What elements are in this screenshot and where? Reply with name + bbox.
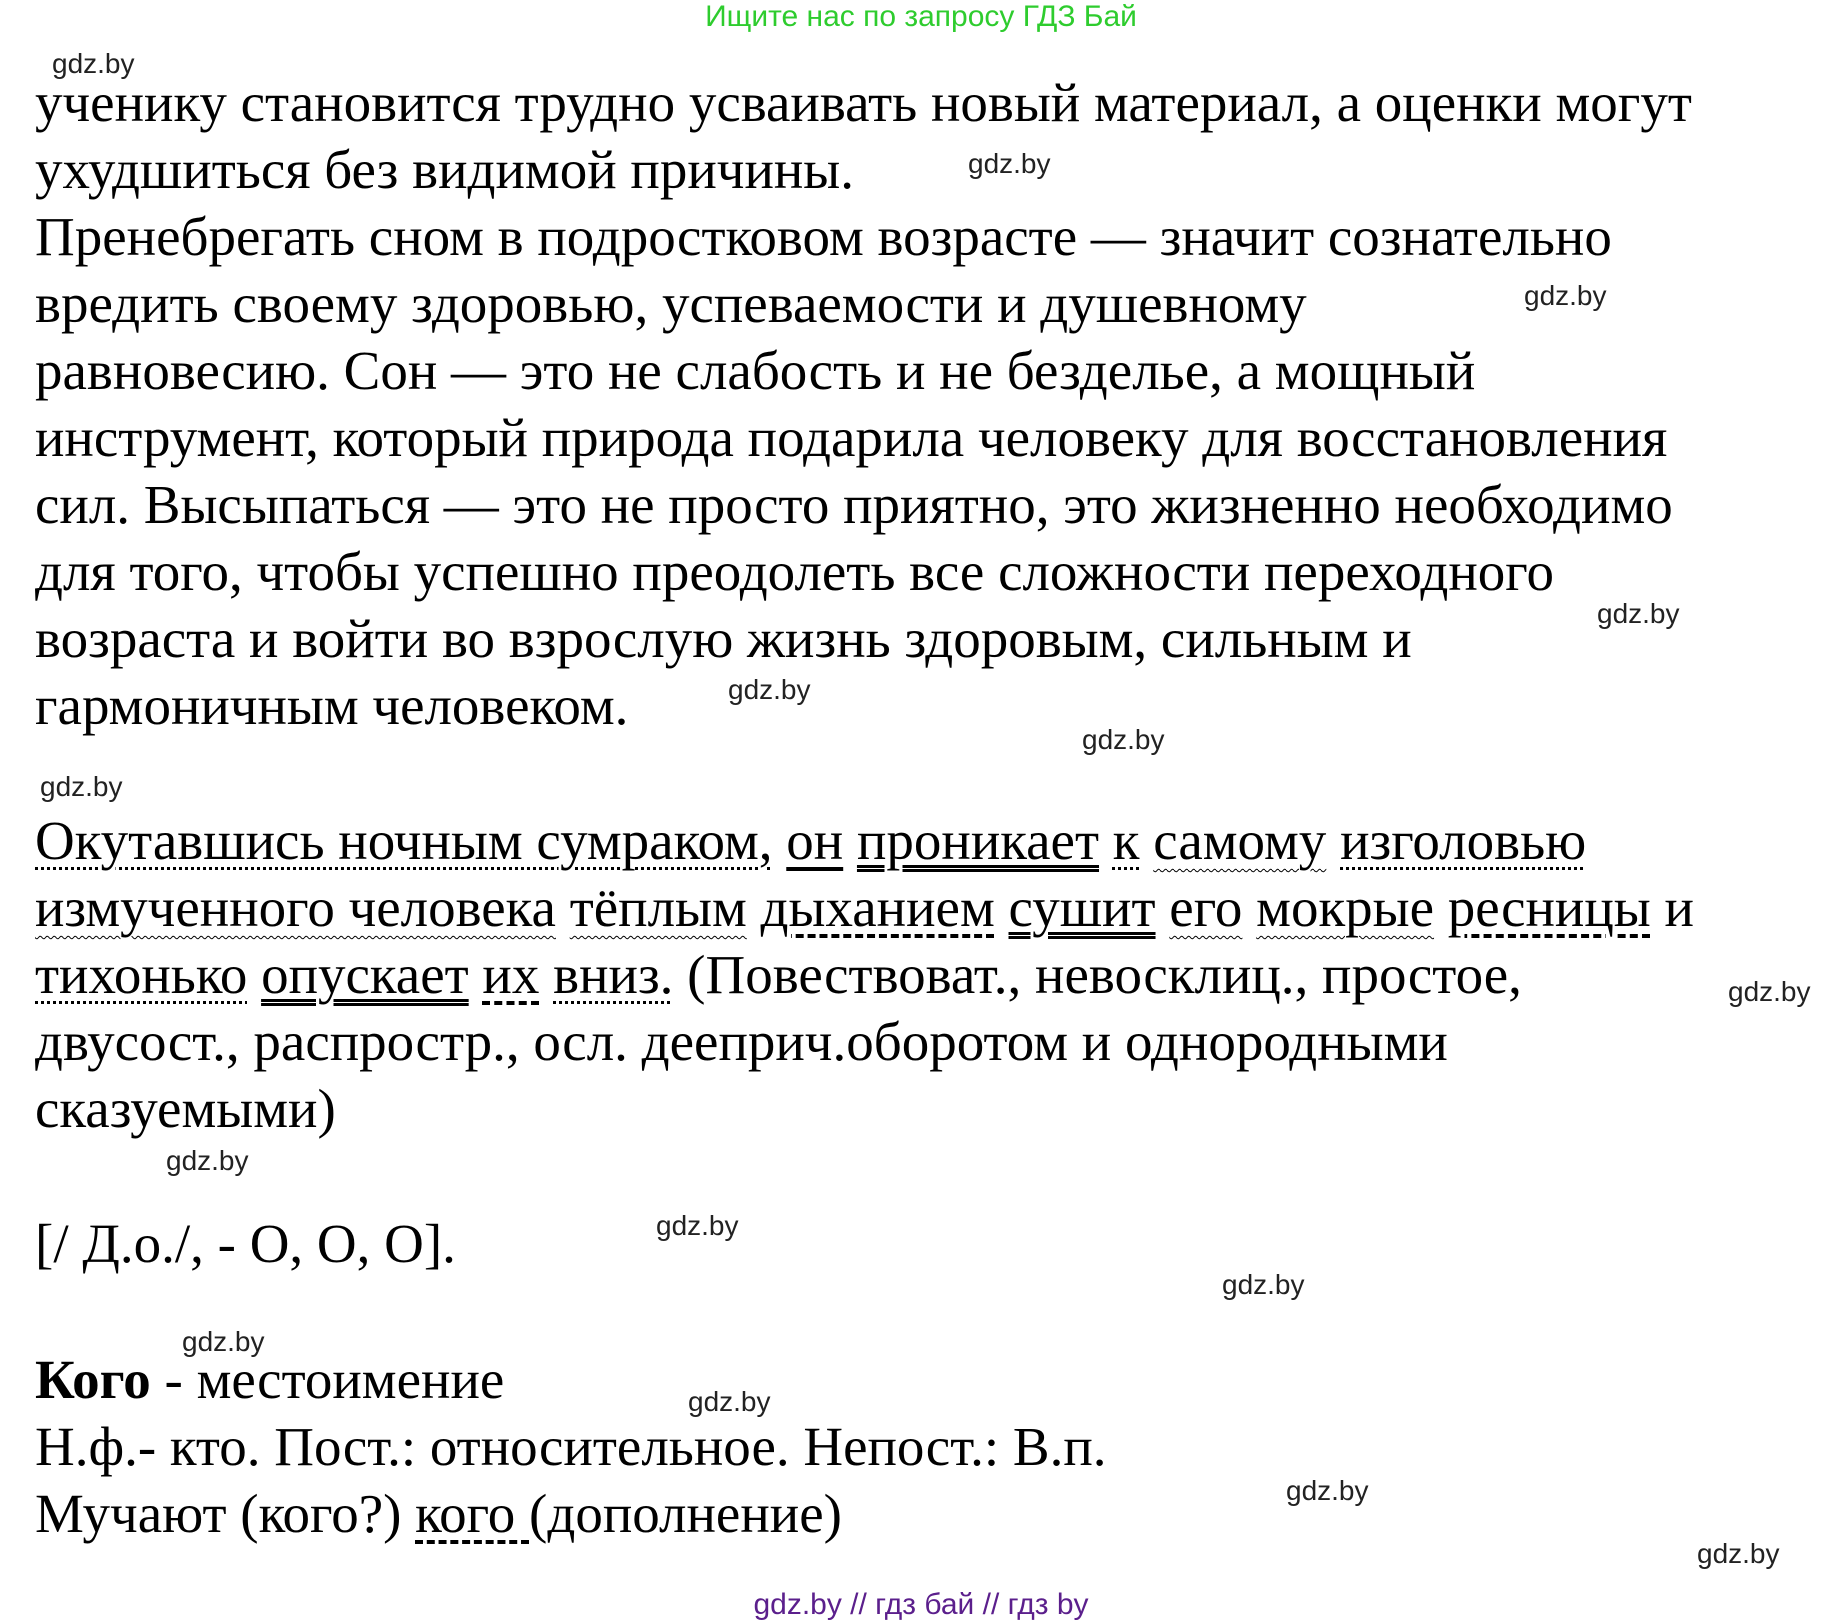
text-line: для того, чтобы успешно преодолеть все сложности переходного <box>35 541 1554 602</box>
space <box>1099 810 1113 871</box>
text-line: возраста и войти во взрослую жизнь здоровым, сильным и <box>35 608 1412 669</box>
attribute: мокрые <box>1256 877 1435 938</box>
adverbial: тихонько <box>35 944 248 1005</box>
space <box>247 944 261 1005</box>
text-line: ученику становится трудно усваивать новый материал, а оценки могут <box>35 72 1692 133</box>
space <box>1140 810 1154 871</box>
adverbial: к <box>1112 810 1140 871</box>
analysis-line: двусост., распростр., осл. дееприч.оборотом и однородными <box>35 1011 1448 1072</box>
sentence-scheme: [/ Д.о./, - О, О, О]. <box>35 1213 456 1274</box>
subject: он <box>786 810 844 871</box>
analysis-line <box>35 875 1694 941</box>
space <box>1434 877 1448 938</box>
space <box>539 944 553 1005</box>
text-line: сил. Высыпаться — это не просто приятно, это жизненно необходимо <box>35 474 1673 535</box>
object: кого <box>415 1483 530 1544</box>
text-line: гармоничным человеком. <box>35 675 629 736</box>
watermark: gdz.by <box>1222 1269 1305 1300</box>
adverbial: изголовью <box>1340 810 1587 871</box>
watermark: gdz.by <box>1597 598 1680 629</box>
analysis-line <box>35 942 1522 1008</box>
watermark: gdz.by <box>1728 976 1811 1007</box>
space <box>556 877 570 938</box>
watermark: gdz.by <box>1697 1538 1780 1569</box>
conjunction: и <box>1650 877 1694 938</box>
watermark: gdz.by <box>968 148 1051 179</box>
morph-features: Н.ф.- кто. Пост.: относительное. Непост.: В.п. <box>35 1416 1107 1477</box>
watermark: gdz.by <box>1286 1475 1369 1506</box>
predicate: проникает <box>856 810 1100 871</box>
adverbial: вниз. <box>553 944 674 1005</box>
footer-links: gdz.by // гдз бай // гдз by <box>753 1588 1089 1621</box>
analysis-line <box>35 808 1586 874</box>
text-line: инструмент, который природа подарила человеку для восстановления <box>35 407 1668 468</box>
morph-word: Кого <box>35 1349 151 1410</box>
text-line: вредить своему здоровью, успеваемости и душевному <box>35 273 1307 334</box>
object: их <box>482 944 540 1005</box>
attribute: тёплым <box>569 877 747 938</box>
space <box>1242 877 1256 938</box>
text-line: ухудшиться без видимой причины. <box>35 139 855 200</box>
space <box>747 877 761 938</box>
watermark: gdz.by <box>40 771 123 802</box>
morph-role <box>35 1481 842 1547</box>
predicate: сушит <box>1008 877 1156 938</box>
space <box>995 877 1009 938</box>
space <box>843 810 857 871</box>
morph-question: Мучают (кого?) <box>35 1483 416 1544</box>
text-line: Пренебрегать сном в подростковом возрасте — значит сознательно <box>35 206 1612 267</box>
space <box>773 810 787 871</box>
attribute: самому <box>1153 810 1327 871</box>
watermark: gdz.by <box>656 1210 739 1241</box>
watermark: gdz.by <box>166 1145 249 1176</box>
attribute: его <box>1169 877 1243 938</box>
watermark: gdz.by <box>1082 724 1165 755</box>
morph-pos: - местоимение <box>150 1349 505 1410</box>
watermark: gdz.by <box>52 48 135 79</box>
space <box>1156 877 1170 938</box>
attribute: измученного человека <box>35 877 556 938</box>
watermark: gdz.by <box>688 1386 771 1417</box>
characteristic: (Повествоват., невосклиц., простое, <box>673 944 1522 1005</box>
space <box>469 944 483 1005</box>
text-line: равновесию. Сон — это не слабость и не безделье, а мощный <box>35 340 1476 401</box>
predicate: опускает <box>261 944 469 1005</box>
object: дыханием <box>760 877 995 938</box>
analysis-line: сказуемыми) <box>35 1078 336 1139</box>
morph-title <box>35 1347 504 1413</box>
morph-role-label: (дополнение) <box>529 1483 842 1544</box>
object: ресницы <box>1447 877 1651 938</box>
watermark: gdz.by <box>182 1326 265 1357</box>
watermark: gdz.by <box>728 674 811 705</box>
header-banner: Ищите нас по запросу ГДЗ Бай <box>705 0 1137 33</box>
adverbial-phrase: Окутавшись ночным сумраком, <box>35 810 773 871</box>
space <box>1326 810 1340 871</box>
watermark: gdz.by <box>1524 280 1607 311</box>
